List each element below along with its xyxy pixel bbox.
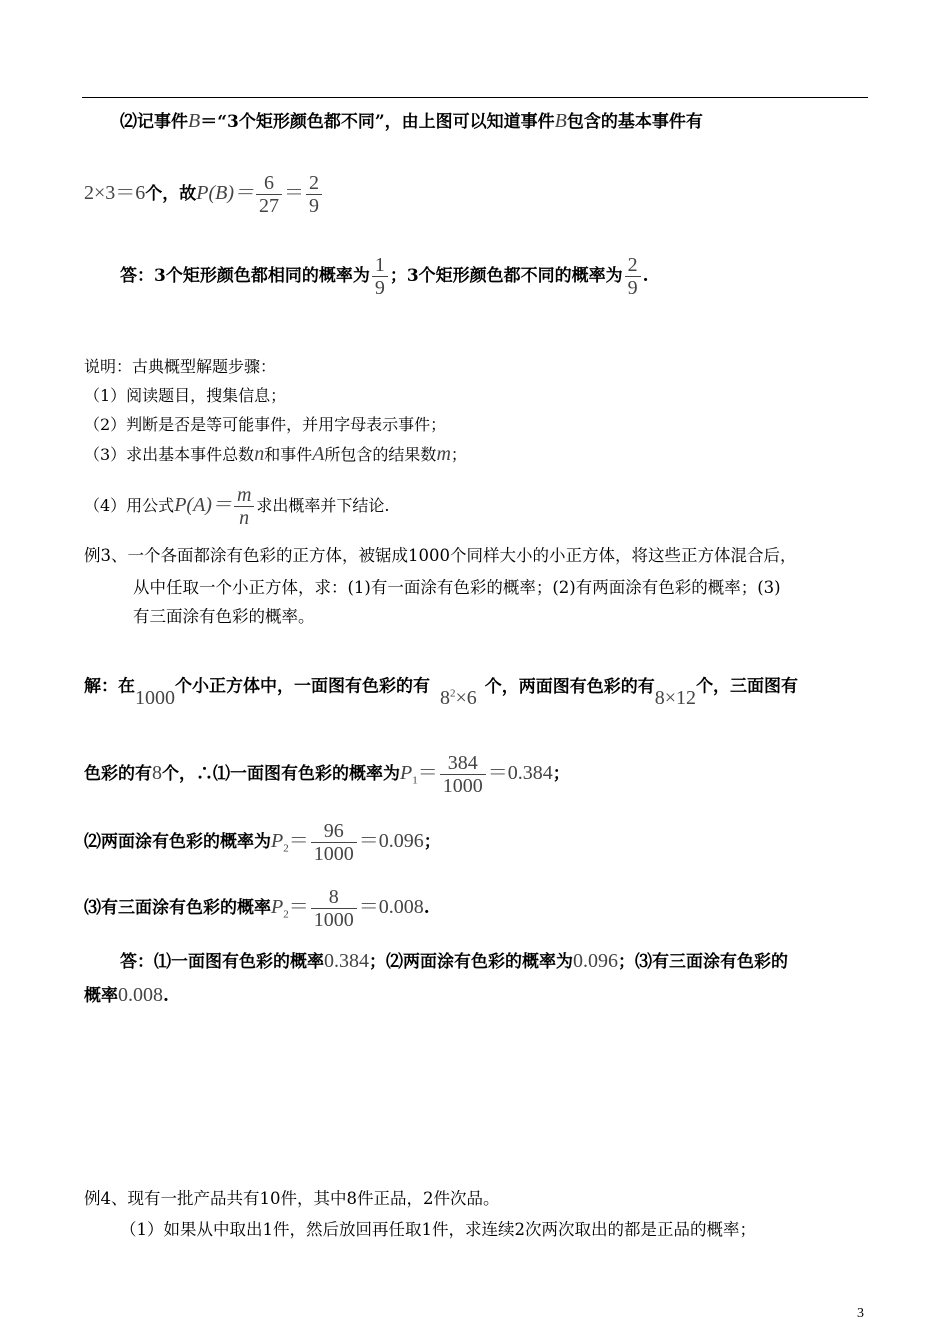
solution3-line3: ⑵两面涂有色彩的概率为$P_2=$ $\frac{96}{1000}$ ＝0.096； xyxy=(84,820,441,865)
solution2-line1: ⑵记事件B＝“3个矩形颜色都不同”，由上图可以知道事件B包含的基本事件有 xyxy=(120,110,703,132)
fraction: $\frac{8}{1000}$ xyxy=(311,886,357,931)
fraction: $\frac{384}{1000}$ xyxy=(440,752,486,797)
note-step4: （4）用公式P(A)＝ $\frac{m}{n}$ 求出概率并下结论. xyxy=(84,484,390,529)
note-step3: （3）求出基本事件总数n和事件A所包含的结果数m； xyxy=(84,443,467,465)
page-number: 3 xyxy=(857,1306,864,1321)
fraction: $\frac{m}{n}$ xyxy=(234,484,254,529)
solution3-line4: ⑶有三面涂有色彩的概率$P_2=$ $\frac{8}{1000}$ ＝0.008. xyxy=(84,886,430,931)
example3-line1: 例3、一个各面都涂有色彩的正方体，被锯成1000个同样大小的小正方体，将这些正方体混合后， xyxy=(84,546,797,565)
example3-line2: 从中任取一个小正方体，求：(1)有一面涂有色彩的概率；(2)有两面涂有色彩的概率；(3) xyxy=(133,578,781,597)
fraction: $\frac{2}{9}$ xyxy=(625,254,641,299)
note-title: 说明：古典概型解题步骤： xyxy=(84,357,277,376)
fraction: $\frac{2}{9}$ xyxy=(306,172,322,217)
solution2-answer: 答：3个矩形颜色都相同的概率为 $\frac{1}{9}$ ；3个矩形颜色都不同的概率为 $\frac{2}{9}$ . xyxy=(120,254,649,299)
solution2-line2: 2×3＝6个，故P(B)＝ $\frac{6}{27}$ ＝ $\frac{2}{9}$ xyxy=(84,172,324,217)
fraction: $\frac{6}{27}$ xyxy=(256,172,282,217)
example4-line2: （1）如果从中取出1件，然后放回再任取1件，求连续2次两次取出的都是正品的概率； xyxy=(120,1220,756,1239)
solution3-answer-line2: 概率0.008. xyxy=(84,984,169,1006)
solution3-line2: 色彩的有8个，∴⑴一面图有色彩的概率为$P_1=$ $\frac{384}{1000}$ ＝0.384； xyxy=(84,752,570,797)
note-step2: （2）判断是否是等可能事件，并用字母表示事件； xyxy=(84,415,447,434)
note-step1: （1）阅读题目，搜集信息； xyxy=(84,386,287,405)
fraction: $\frac{96}{1000}$ xyxy=(311,820,357,865)
example4-line1: 例4、现有一批产品共有10件，其中8件正品，2件次品。 xyxy=(84,1189,500,1208)
fraction: $\frac{1}{9}$ xyxy=(372,254,388,299)
example3-line3: 有三面涂有色彩的概率。 xyxy=(133,607,315,626)
solution3-line1: 解：在1000个小正方体中，一面图有色彩的有 $8^2\times 6$ 个，两面图有色彩的有8×12个，三面图有 xyxy=(84,676,799,709)
header-rule xyxy=(82,97,868,98)
solution3-answer-line1: 答：⑴一面图有色彩的概率0.384；⑵两面涂有色彩的概率为0.096；⑶有三面涂有色彩的 xyxy=(120,950,788,972)
